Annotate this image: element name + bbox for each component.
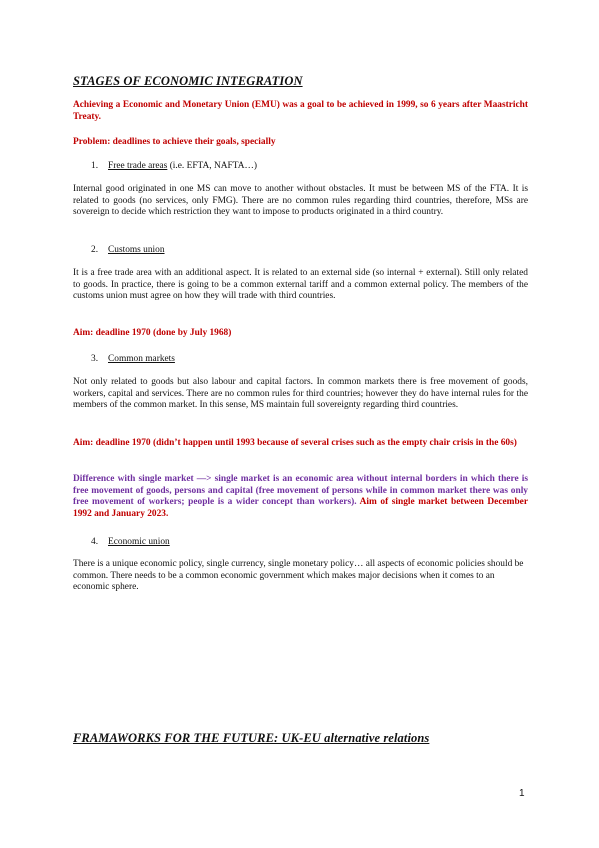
single-market-aim-text: Aim of single market between December 1992 and January 2023.	[73, 497, 528, 520]
list-item-title: Economic union	[108, 537, 170, 547]
single-market-difference-text: Difference with single market —> single market is an economic area without internal borders in which there is free movement of goods, persons and capital (free movement of persons while in common market there was only free movement of workers; people is a wider concept than workers).	[73, 474, 528, 508]
customs-aim-paragraph: Aim: deadline 1970 (done by July 1968)	[73, 328, 232, 338]
list-item-common-markets	[91, 353, 175, 365]
list-item-number: 2.	[91, 245, 99, 255]
page-number: 1	[519, 788, 525, 799]
single-market-paragraph	[73, 474, 528, 521]
list-item-customs-union	[91, 244, 165, 256]
list-item-free-trade-areas	[91, 160, 257, 172]
customs-union-paragraph: It is a free trade area with an additional aspect. It is related to an external side (so internal + external). Still only related to goods. In practice, there is going to be a common external tariff and a common external policy. The members of the customs union must agree on how they will trade with third countries.	[73, 268, 528, 302]
economic-union-paragraph: There is a unique economic policy, single currency, single monetary policy… all aspects of economic policies should be common. There needs to be a common economic government which makes major decisions when it comes to an economic sphere.	[73, 559, 524, 593]
section-heading-stages: STAGES OF ECONOMIC INTEGRATION	[73, 74, 303, 88]
free-trade-paragraph: Internal good originated in one MS can move to another without obstacles. It must be between MS of the FTA. It is related to goods (no services, only FMG). There are no common rules regarding third countries, therefore, MSs are sovereign to decide which restriction they want to impose to products originated in a third country.	[73, 184, 528, 218]
common-aim-paragraph: Aim: deadline 1970 (didn’t happen until 1993 because of several crises such as the empty chair crisis in the 60s)	[73, 438, 517, 448]
list-item-title: Free trade areas	[108, 161, 168, 171]
list-item-title: Common markets	[108, 354, 175, 364]
section-heading-frameworks: FRAMAWORKS FOR THE FUTURE: UK-EU alternative relations	[73, 731, 430, 745]
list-item-economic-union	[91, 536, 170, 548]
list-item-suffix: (i.e. EFTA, NAFTA…)	[167, 161, 257, 171]
problem-paragraph: Problem: deadlines to achieve their goals, specially	[73, 137, 276, 147]
list-item-number: 1.	[91, 161, 99, 171]
list-item-title: Customs union	[108, 245, 165, 255]
intro-emu-paragraph: Achieving a Economic and Monetary Union (EMU) was a goal to be achieved in 1999, so 6 years after Maastricht Treaty.	[73, 100, 528, 122]
list-item-number: 3.	[91, 354, 99, 364]
list-item-number: 4.	[91, 537, 99, 547]
common-markets-paragraph: Not only related to goods but also labour and capital factors. In common markets there is free movement of goods, workers, capital and services. There are no common rules for third countries; however they do have internal rules for the members of the common market. In this sense, MS maintain full sovereignty regarding third countries.	[73, 377, 528, 411]
